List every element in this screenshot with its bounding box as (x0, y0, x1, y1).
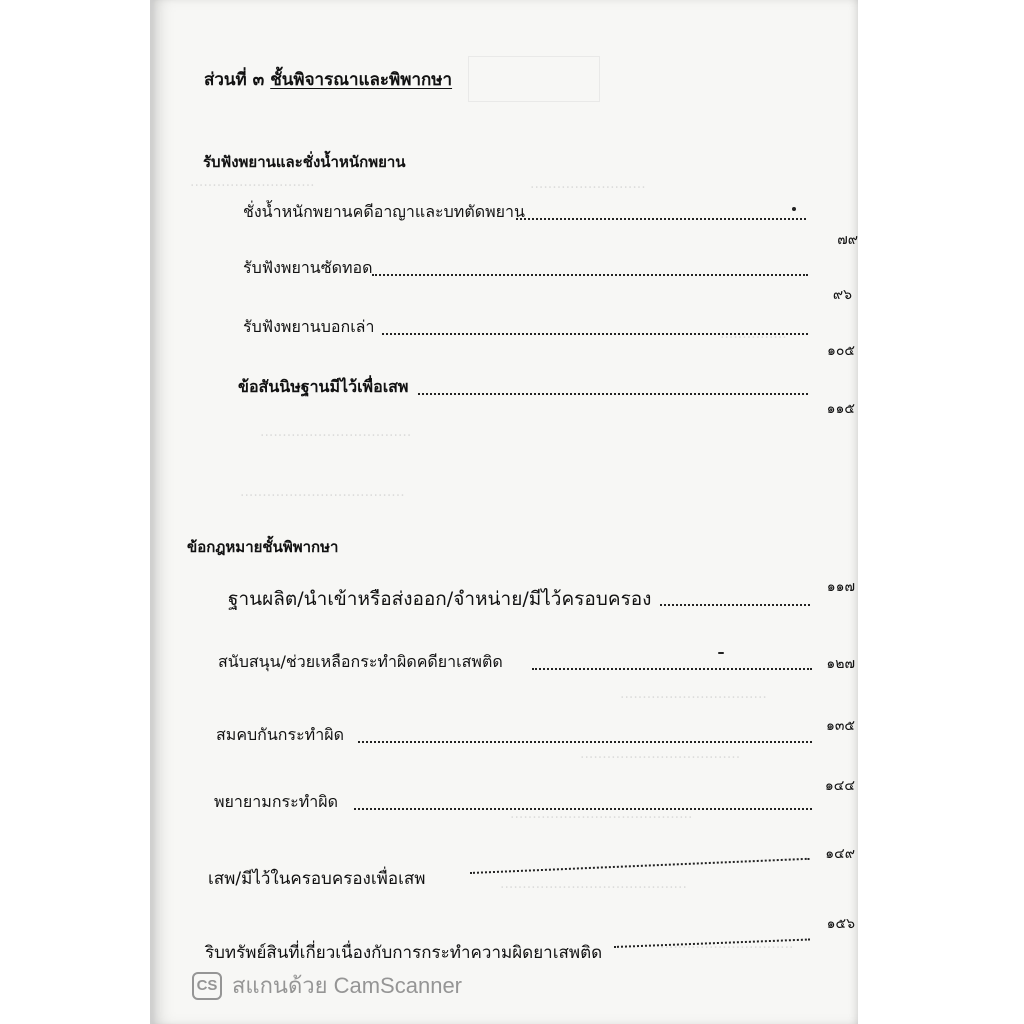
part-title (204, 66, 452, 93)
toc-entry (208, 865, 425, 892)
ink-speck (718, 652, 724, 654)
toc-entry-title: สมคบกันกระทำผิด (216, 725, 344, 744)
part-name: ชั้นพิจารณาและพิพากษา (270, 70, 453, 90)
ink-speck (792, 207, 796, 211)
toc-entry-title: สนับสนุน/ช่วยเหลือกระทำผิดคดียาเสพติด (218, 652, 503, 671)
toc-page-number: ๑๔๔ (824, 778, 855, 794)
section-heading: ข้อกฎหมายชั้นพิพากษา (187, 538, 339, 556)
section-heading: รับฟังพยานและชั่งน้ำหนักพยาน (203, 153, 406, 171)
toc-entry-title: ข้อสันนิษฐานมีไว้เพื่อเสพ (238, 377, 409, 396)
part-number: ส่วนที่ ๓ (204, 70, 265, 90)
toc-entry (228, 584, 651, 614)
watermark-text: สแกนด้วย CamScanner (232, 973, 463, 998)
bleed-through-mark: ·········································· (500, 880, 687, 896)
toc-entry-title: รับฟังพยานซัดทอด (243, 258, 373, 277)
toc-entry (218, 650, 503, 675)
bleed-through-mark: ··············· (720, 330, 787, 346)
bleed-through-mark: ·························· (530, 180, 646, 196)
toc-entry (243, 256, 373, 281)
toc-page-number: ๑๑๗ (826, 579, 855, 595)
bleed-through-mark: ······························ (660, 940, 794, 956)
bleed-through-mark: ····································· (240, 488, 405, 504)
toc-page-number: ๑๕๖ (826, 916, 855, 932)
toc-page-number: ๑๓๕ (825, 718, 855, 734)
toc-entry (216, 723, 344, 748)
bleed-through-mark: ···························· (190, 178, 315, 194)
toc-entry (205, 939, 602, 966)
bleed-through-mark: ································· (620, 690, 767, 706)
toc-entry-title: ชั่งน้ำหนักพยานคดีอาญาและบทตัดพยาน (243, 202, 525, 221)
toc-page-number: ๑๑๕ (826, 401, 855, 417)
camscanner-logo-icon: CS (192, 972, 222, 1000)
camscanner-watermark (192, 968, 462, 1003)
toc-entry (214, 790, 338, 815)
toc-page-number: ๗๙ (837, 232, 858, 248)
toc-entry-title: พยายามกระทำผิด (214, 792, 338, 811)
toc-entry-title: รับฟังพยานบอกเล่า (243, 317, 375, 336)
bleed-through-box (468, 56, 600, 102)
toc-entry-title: ริบทรัพย์สินที่เกี่ยวเนื่องกับการกระทำความผิดยาเสพติด (205, 943, 603, 963)
toc-page-number: ๑๒๗ (826, 656, 855, 672)
toc-entry (243, 315, 374, 340)
toc-page-number: ๑๐๕ (826, 343, 855, 359)
toc-entry (238, 375, 408, 400)
toc-entry (243, 200, 525, 225)
page-edge-shadow (150, 0, 156, 1024)
toc-page-number: ๙๖ (832, 287, 852, 303)
bleed-through-mark: ···································· (580, 750, 741, 766)
toc-entry-title: ฐานผลิต/นำเข้าหรือส่งออก/จำหน่าย/มีไว้ครอบครอง (228, 588, 652, 610)
toc-page-number: ๑๔๙ (825, 846, 855, 862)
bleed-through-mark: ·································· (260, 428, 412, 444)
bleed-through-mark: ········································· (510, 810, 693, 826)
toc-entry-title: เสพ/มีไว้ในครอบครองเพื่อเสพ (208, 869, 426, 889)
